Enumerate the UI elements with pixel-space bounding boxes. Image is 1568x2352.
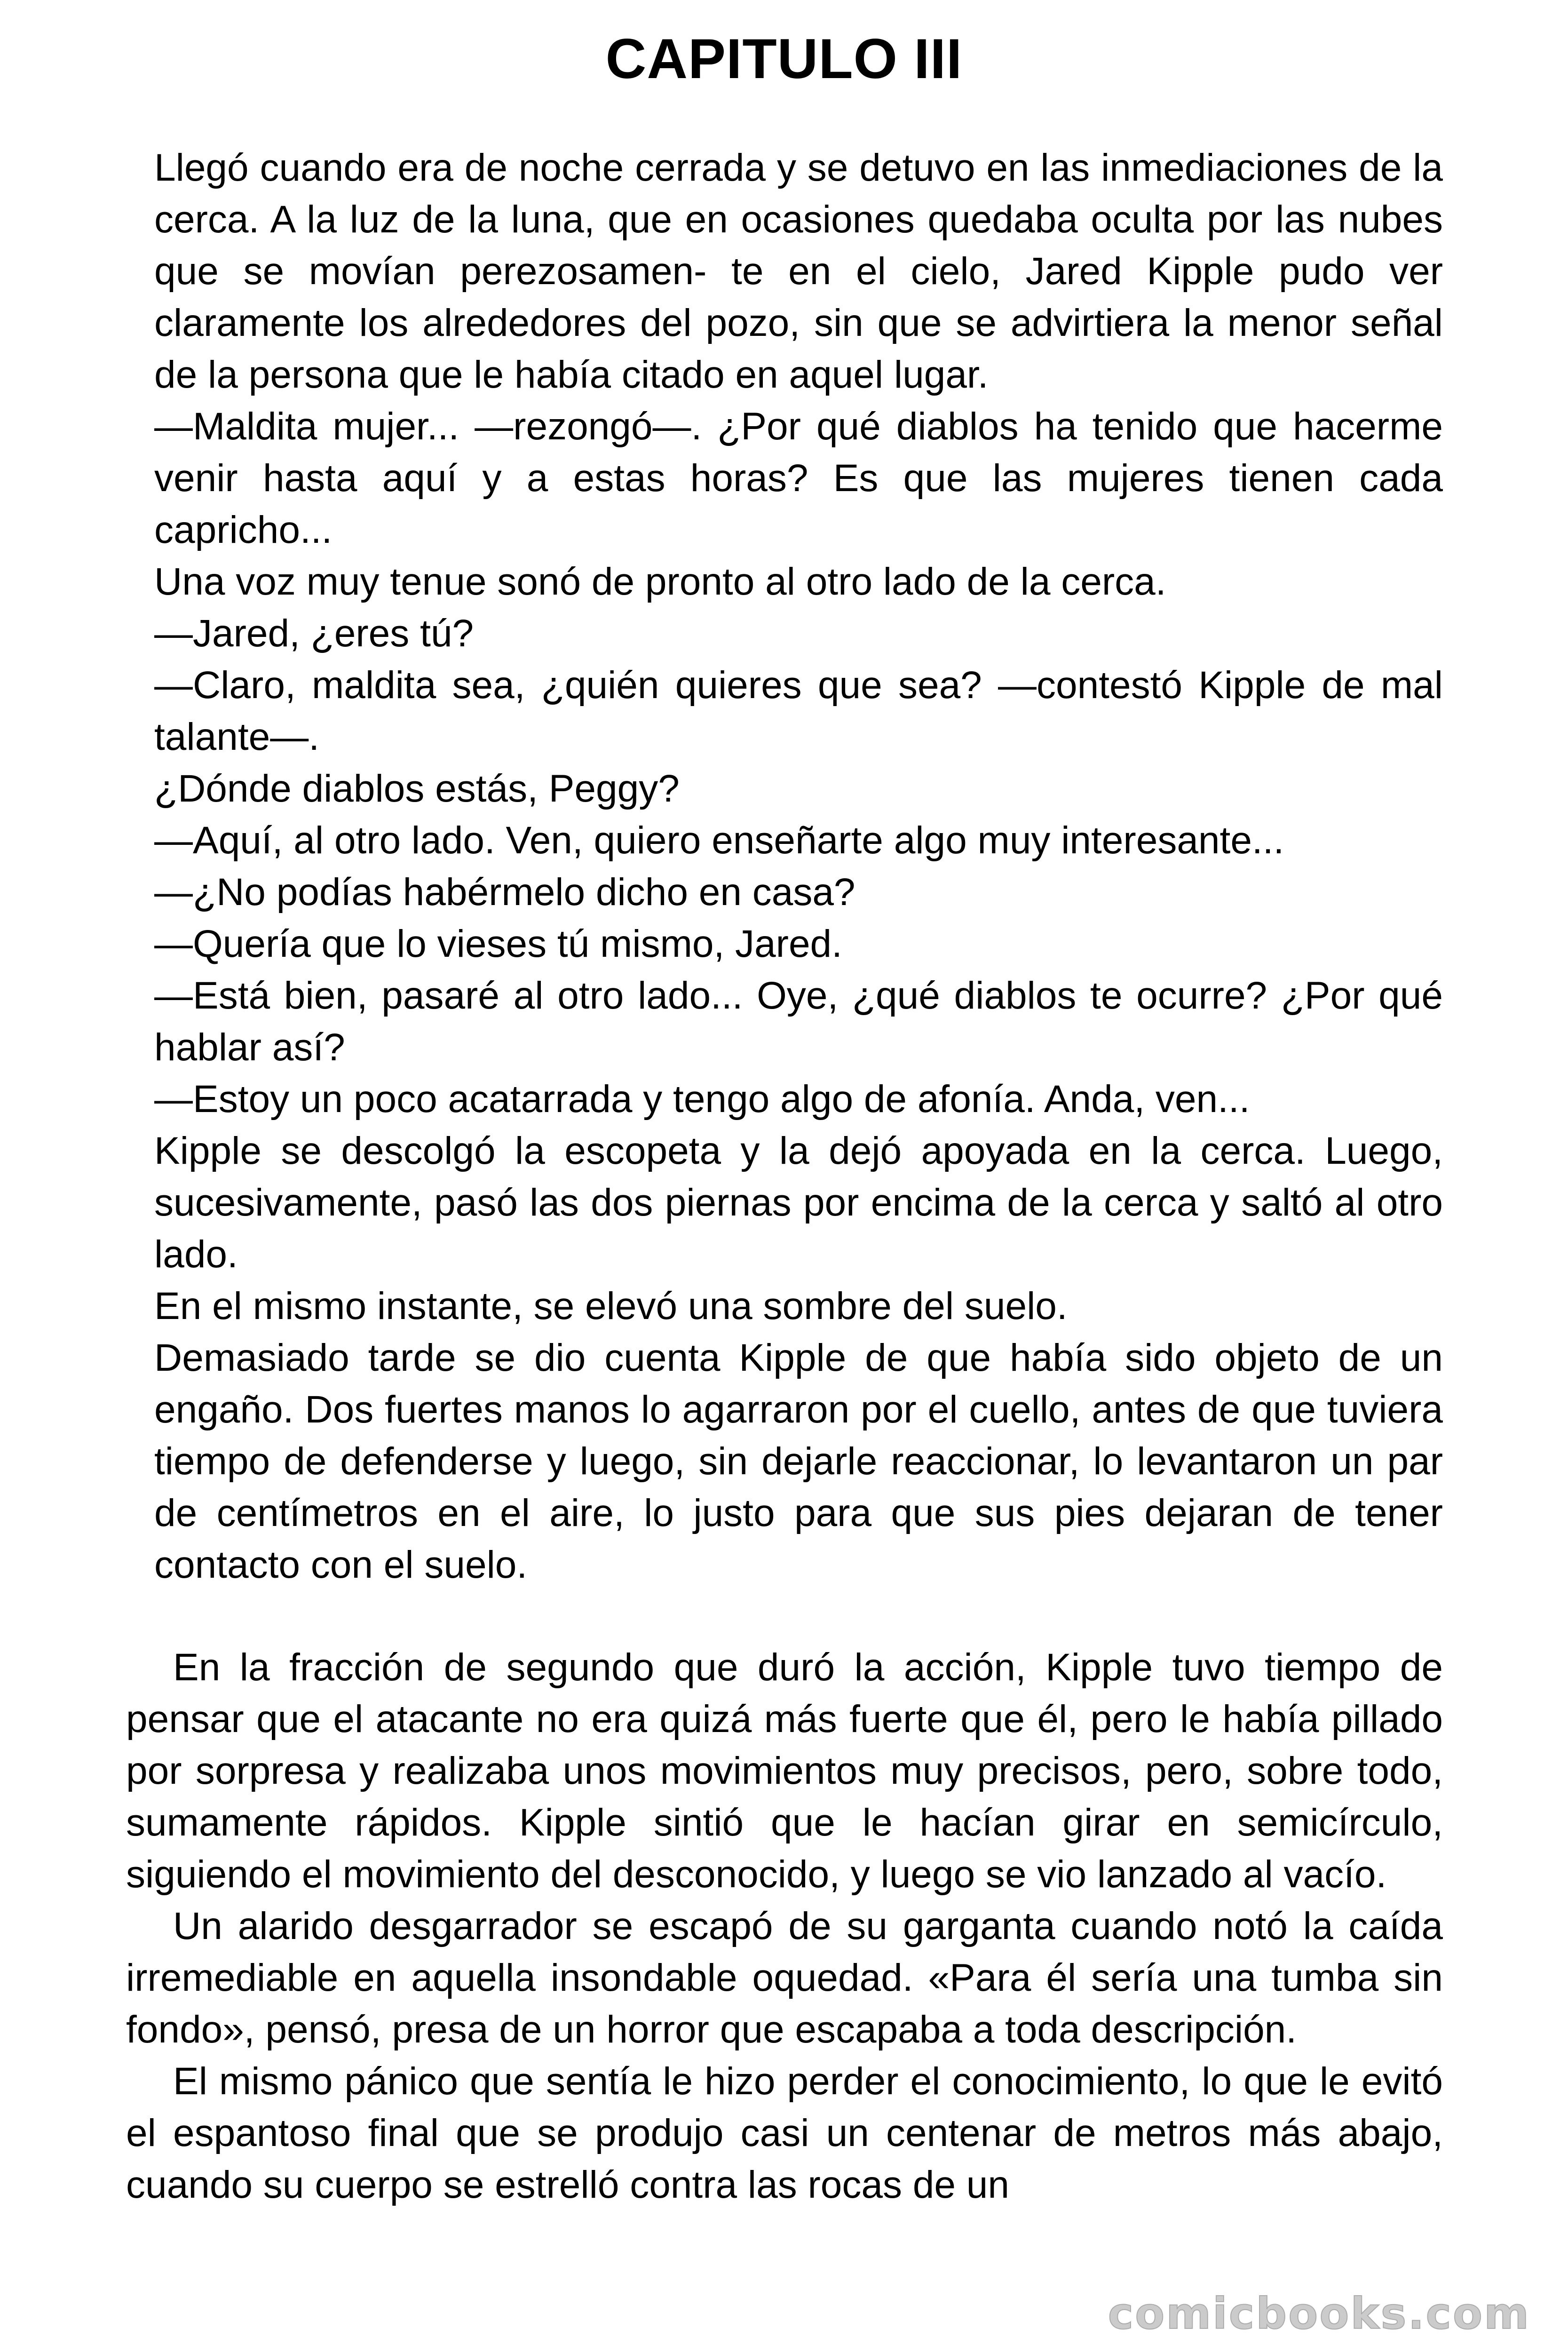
paragraph: —Aquí, al otro lado. Ven, quiero enseñarte algo muy interesante...: [154, 819, 1284, 862]
paragraph: Kipple se descolgó la escopeta y la dejó apoyada en la cerca. Luego, sucesivamente, pasó las dos piernas por encima de la cerca y saltó al otro lado.: [154, 1129, 1443, 1276]
paragraph: En la fracción de segundo que duró la acción, Kipple tuvo tiempo de pensar que el atacante no era quizá más fuerte que él, pero le había pillado por sorpresa y realizaba unos movimientos muy precisos, pero, sobre todo, sumamente rápidos. Kipple sintió que le hacían girar en semicírculo, siguiendo el movimiento del desconocido, y luego se vio lanzado al vacío.: [126, 1646, 1443, 1896]
paragraph: El mismo pánico que sentía le hizo perder el conocimiento, lo que le evitó el espantoso final que se produjo casi un centenar de metros más abajo, cuando su cuerpo se estrelló contra las rocas de un: [126, 2060, 1443, 2206]
opening-section: [154, 142, 1443, 1591]
paragraph: —Está bien, pasaré al otro lado... Oye, ¿qué diablos te ocurre? ¿Por qué hablar así?: [154, 974, 1443, 1069]
site-watermark: comicbooks.com: [1108, 2288, 1530, 2339]
chapter-title: CAPITULO III: [605, 27, 963, 90]
paragraph: Llegó cuando era de noche cerrada y se detuvo en las inmediaciones de la cerca. A la luz de la luna, que en ocasiones quedaba oculta por las nubes que se movían perezosamen- te en el cielo, Jared Kipple pudo ver claramente los alrededores del pozo, sin que se advirtiera la menor señal de la persona que le había citado en aquel lugar.: [154, 146, 1443, 396]
paragraph: —Maldita mujer... —rezongó—. ¿Por qué diablos ha tenido que hacerme venir hasta aquí y a estas horas? Es que las mujeres tienen cada capricho...: [154, 405, 1443, 551]
paragraph: —Jared, ¿eres tú?: [154, 612, 474, 655]
paragraph: Una voz muy tenue sonó de pronto al otro lado de la cerca.: [154, 560, 1166, 603]
paragraph: Un alarido desgarrador se escapó de su garganta cuando notó la caída irremediable en aquella insondable oquedad. «Para él sería una tumba sin fondo», pensó, presa de un horror que escapaba a toda descripción.: [126, 1905, 1443, 2051]
paragraph: —Claro, maldita sea, ¿quién quieres que sea? —contestó Kipple de mal talante—.: [154, 664, 1443, 758]
narrative-section: [126, 1642, 1443, 2211]
paragraph: Demasiado tarde se dio cuenta Kipple de que había sido objeto de un engaño. Dos fuertes manos lo agarraron por el cuello, antes de que tuviera tiempo de defenderse y luego, sin dejarle reaccionar, lo levantaron un par de centímetros en el aire, lo justo para que sus pies dejaran de tener contacto con el suelo.: [154, 1336, 1443, 1586]
paragraph: En el mismo instante, se elevó una sombre del suelo.: [154, 1285, 1068, 1327]
paragraph: —Estoy un poco acatarrada y tengo algo de afonía. Anda, ven...: [154, 1078, 1250, 1120]
paragraph: ¿Dónde diablos estás, Peggy?: [154, 767, 680, 810]
paragraph: —¿No podías habérmelo dicho en casa?: [154, 871, 855, 914]
paragraph: —Quería que lo vieses tú mismo, Jared.: [154, 922, 842, 965]
